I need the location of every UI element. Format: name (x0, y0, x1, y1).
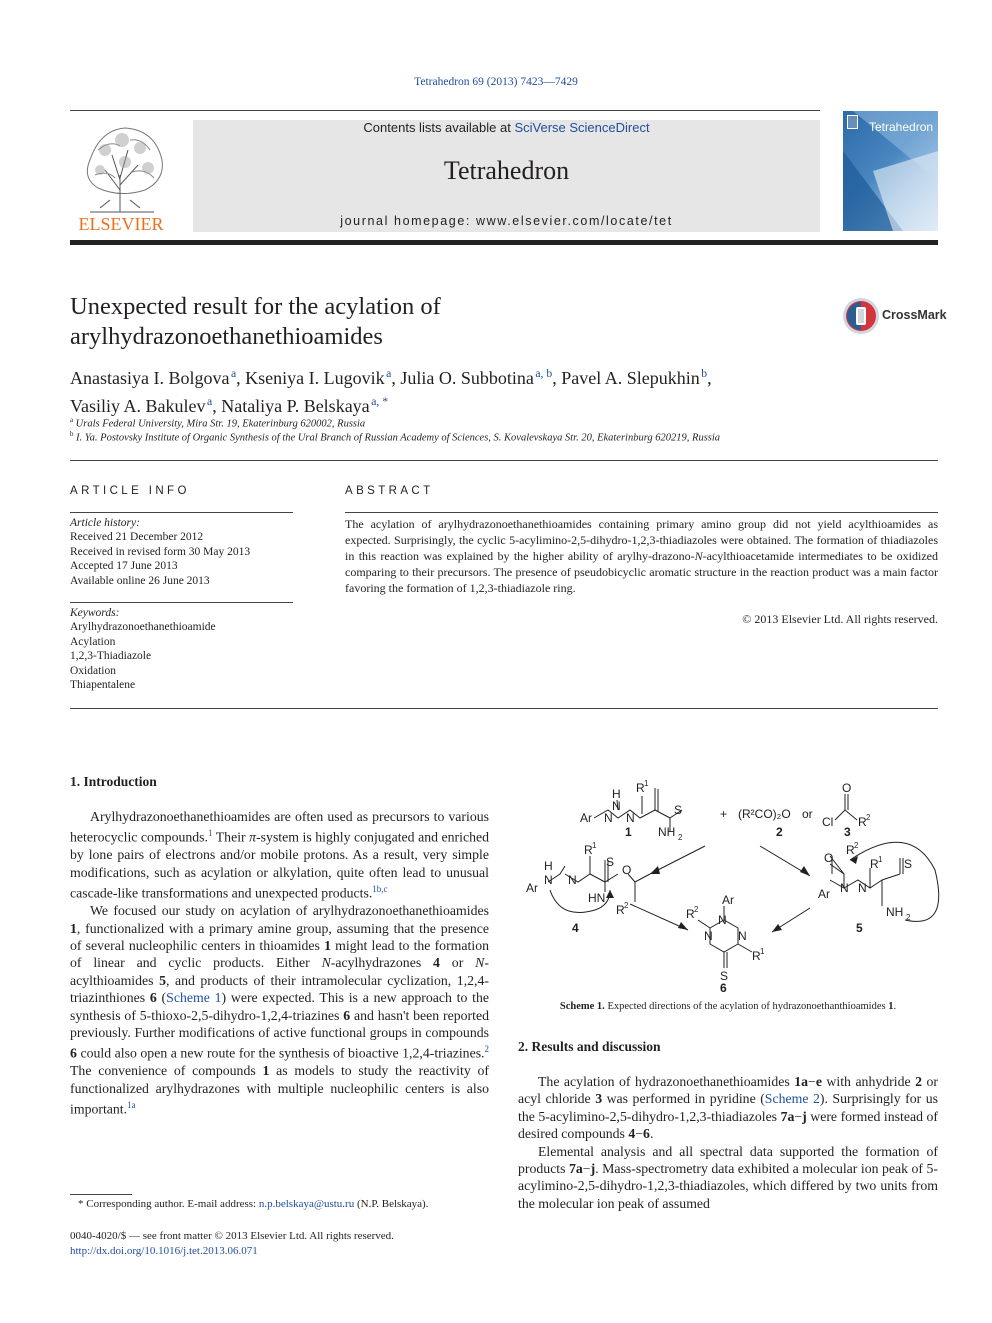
keyword[interactable]: Oxidation (70, 664, 116, 677)
text-run: -acylhydrazones (330, 955, 434, 971)
history-item: Available online 26 June 2013 (70, 574, 210, 587)
abstract-copyright: © 2013 Elsevier Ltd. All rights reserved. (742, 612, 938, 626)
text-run: ) were expected. This is a new approach to the synthesis of 5-thioxo-2,5-dihydro-1,2,4-triazines (70, 990, 490, 1023)
text-run: Arylhydrazonoethanethioamides are often used as precursors to various heterocyclic compounds. (70, 809, 489, 845)
scheme-ar: Ar (526, 881, 538, 895)
citation-ref[interactable]: 1b,c (372, 884, 388, 895)
front-matter (70, 1229, 394, 1258)
sciencedirect-link[interactable]: SciVerse ScienceDirect (514, 120, 650, 135)
author-affiliation-mark[interactable]: a (207, 395, 213, 408)
journal-banner (193, 120, 820, 232)
keyword[interactable]: Acylation (70, 635, 116, 648)
author-affiliation-mark[interactable]: a (386, 367, 392, 380)
scheme-n: N (612, 799, 621, 813)
elsevier-tree-icon (70, 120, 172, 232)
results-heading: 2. Results and discussion (518, 1039, 661, 1054)
footnote-mark: * (78, 1198, 84, 1210)
footnote-text: Corresponding author. E-mail address: (83, 1198, 259, 1210)
text-run: Their (212, 830, 250, 845)
author-name[interactable]: Kseniya I. Lugovik (245, 368, 385, 388)
compound-number: 7a (569, 1161, 583, 1177)
journal-title[interactable]: Tetrahedron (443, 156, 570, 185)
scheme-1-figure[interactable] (510, 770, 950, 992)
scheme-plus: + (720, 807, 728, 821)
compound-label-2: 2 (776, 825, 783, 839)
intro-paragraph-2 (70, 902, 489, 1118)
scheme-caption: Scheme 1. Expected directions of the acylation of hydrazonoethanthioamides 1. (559, 1001, 897, 1012)
scheme-n: N (704, 929, 713, 943)
text-run: . Mass-spectrometry data exhibited a molecular ion peak of 5-acylimino-2,5-dihydro-1,2,3-thiadiazoles, which differed by two units from the molecular ion peak of assumed (518, 1161, 938, 1211)
keywords-label: Keywords: (70, 607, 120, 619)
scheme-link[interactable]: Scheme 1 (166, 990, 222, 1006)
scheme-s: S (904, 857, 913, 871)
history-label: Article history: (70, 517, 140, 529)
author-name[interactable]: Julia O. Subbotina (400, 368, 534, 388)
title-line-2: arylhydrazonoethanethioamides (70, 323, 383, 350)
scheme-n: N (840, 881, 849, 895)
text-run: The convenience of compounds (70, 1063, 263, 1079)
intro-paragraph-1 (70, 808, 489, 902)
keywords-rule (70, 602, 293, 603)
text-run: or (439, 955, 476, 971)
abstract-text (345, 516, 938, 596)
scheme-sup: 1 (760, 947, 765, 956)
journal-cover[interactable] (843, 111, 938, 231)
pi-symbol: π (249, 830, 257, 845)
scheme-n: N (604, 811, 613, 825)
scheme-o: O (622, 863, 632, 877)
text-run: , and products of their intramolecular cyclization, 1,2,4-triazinthiones (70, 972, 489, 1006)
front-matter-line: 0040-4020/$ — see front matter © 2013 Elsevier Ltd. All rights reserved. (70, 1230, 394, 1242)
scheme-cl: Cl (822, 815, 834, 829)
scheme-n: N (626, 811, 635, 825)
italic-n: N (321, 955, 331, 971)
author-list: Anastasiya I. Bolgova $^a$, Kseniya I. Lugovik $^a$, Julia O. Subbotina $^{a, b}$, Pavel A. Slepukhin $^b$, Vasiliy A. Bakulev $^a$, Nataliya P. Belskaya $^{a, *}$ (70, 367, 712, 416)
text-run: -acylthioamides (70, 955, 489, 988)
elsevier-wordmark: ELSEVIER (78, 214, 164, 232)
text-run: or acyl chloride (518, 1074, 938, 1107)
footnote-rule (70, 1194, 132, 1195)
compound-number: 4 (628, 1126, 636, 1142)
text-run: could also open a new route for the synthesis of bioactive 1,2,4-triazines. (76, 1046, 485, 1062)
scheme-sup: 2 (854, 841, 859, 850)
journal-homepage[interactable]: journal homepage: www.elsevier.com/locate/tet (340, 214, 673, 228)
text-run: with anhydride (821, 1074, 916, 1089)
scheme-r: R (858, 815, 867, 829)
compound-number: 1a (794, 1074, 809, 1089)
text-run: − (808, 1074, 816, 1089)
crossmark-badge[interactable] (842, 297, 947, 335)
author-affiliation-mark[interactable]: a, * (371, 395, 389, 408)
compound-number: 6 (343, 1007, 351, 1023)
compound-label-4: 4 (572, 921, 579, 935)
affiliation-text: I. Ya. Postovsky Institute of Organic Synthesis of the Ural Branch of Russian Academy of Sciences, S. Kovalevskaya Str. 20, Ekaterinburg 620219, Russia (76, 432, 721, 444)
text-run: might lead to the formation of linear and cyclic products. Either (70, 938, 489, 971)
cover-title: Tetrahedron (869, 120, 934, 134)
scheme-n: N (738, 929, 747, 943)
abstract-part: The acylation of arylhydrazonoethanethioamides containing primary amino group did not yield acylthioamides as expected. Surprisingly, the cyclic 5-acylimino-2,5-dihydro-1,2,3-thiadiazoles were obtained. The formation of thiadiazoles in this reaction was explained by the higher ability of arylhy-drazono- (345, 517, 938, 564)
journal-citation[interactable]: Tetrahedron 69 (2013) 7423—7429 (414, 76, 578, 88)
text-run: The acylation of hydrazonoethanethioamides (538, 1074, 795, 1089)
text-run: -system is highly conjugated and enriched by lone pairs of electrons and/or mobile protons. As a result, very simple modifications, such as acylation or alkylation, quite often lead to unusual cascade-like transformations and unexpected products. (70, 830, 490, 901)
results-paragraph-2 (518, 1143, 938, 1213)
text-run: − (635, 1126, 644, 1142)
caption-label: Scheme 1. (559, 1001, 605, 1012)
scheme-sup: 2 (694, 905, 699, 914)
compound-number: 6 (70, 1046, 77, 1062)
author-affiliation-mark[interactable]: a (230, 367, 237, 380)
compound-number: j (802, 1108, 807, 1124)
scheme-s: S (606, 855, 615, 869)
scheme-sub: 2 (678, 833, 683, 842)
scheme-r: R (636, 781, 645, 795)
scheme-o: O (842, 781, 852, 795)
scheme-sup: 1 (644, 779, 649, 788)
title-line-1: Unexpected result for the acylation of (70, 293, 441, 320)
author-name[interactable]: Nataliya P. Belskaya (221, 396, 370, 416)
citation-ref[interactable]: 1 (208, 828, 213, 839)
scheme-sup: 1 (878, 855, 883, 864)
abstract-heading: ABSTRACT (345, 485, 434, 497)
compound-number: 1 (324, 938, 331, 954)
compound-label-3: 3 (844, 825, 851, 839)
compound-number: 6 (643, 1126, 650, 1142)
author-affiliation-mark[interactable]: a, b (535, 367, 553, 380)
text-run: , functionalized with a primary amine group, assuming that the presence of several nucleophilic centers in thioamides (70, 920, 489, 954)
scheme-h: H (544, 859, 553, 873)
abstract-italic: N (694, 549, 703, 564)
keyword[interactable]: Thiapentalene (70, 679, 136, 692)
scheme-n: N (858, 881, 867, 895)
citation-ref[interactable]: 2 (484, 1044, 489, 1055)
results-text (518, 1073, 938, 1212)
article-history (70, 516, 293, 588)
compound-number: 6 (149, 990, 157, 1006)
scheme-r: R (584, 843, 593, 857)
header-thick-rule (70, 240, 938, 245)
results-paragraph-1 (518, 1073, 938, 1143)
compound-label-6: 6 (720, 981, 727, 992)
citation-ref[interactable]: 1a (127, 1100, 136, 1111)
compound-number: 3 (595, 1091, 603, 1107)
affiliation-mark: a (70, 417, 74, 424)
affiliation-text: Urals Federal University, Mira Str. 19, Ekaterinburg 620002, Russia (75, 418, 366, 430)
scheme-link[interactable]: Scheme 2 (764, 1091, 820, 1107)
scheme-nh2: NH (658, 825, 676, 839)
affiliation-b (70, 431, 720, 444)
footnote-text: (N.P. Belskaya). (354, 1198, 429, 1210)
author-name[interactable]: Pavel A. Slepukhin (561, 368, 700, 388)
keyword[interactable]: Arylhydrazonoethanethioamide (70, 621, 216, 634)
author-email-link[interactable]: n.p.belskaya@ustu.ru (258, 1198, 355, 1210)
scheme-hn: HN (588, 891, 606, 905)
compound-number: 4 (433, 955, 440, 971)
scheme-r: R (616, 903, 625, 917)
scheme-r: R (846, 843, 855, 857)
scheme-or: or (802, 807, 813, 821)
scheme-n: N (718, 913, 727, 927)
compound-number: e (815, 1074, 822, 1089)
author-name[interactable]: Vasiliy A. Bakulev (70, 396, 206, 416)
contents-prefix: Contents lists available at (363, 120, 511, 135)
caption-compound: 1 (888, 1001, 894, 1012)
text-run: and hasn't been reported previously. Further modifications of active functional groups in compounds (70, 1007, 489, 1041)
compound-label-1: 1 (625, 825, 632, 839)
intro-text (70, 808, 489, 1118)
contents-line (193, 120, 820, 135)
compound-number: 7a (780, 1108, 795, 1124)
scheme-h: H (612, 787, 621, 801)
scheme-ar: Ar (818, 887, 830, 901)
scheme-n: N (568, 873, 577, 887)
corresponding-author-footnote (78, 1198, 428, 1210)
article-title (70, 292, 630, 352)
history-item: Accepted 17 June 2013 (70, 560, 178, 573)
compound-number: 2 (915, 1074, 922, 1089)
text-run: was performed in pyridine ( (602, 1091, 765, 1107)
text-run: as models to study the reactivity of functionalized arylhydrazones with multiple nucleophilic centers is also important. (70, 1063, 489, 1117)
history-item: Received 21 December 2012 (70, 531, 204, 544)
affiliation-a (70, 417, 365, 430)
doi-link[interactable]: http://dx.doi.org/10.1016/j.tet.2013.06.071 (70, 1244, 258, 1257)
header-rule (70, 110, 820, 111)
scheme-r: R (752, 949, 761, 963)
elsevier-logo[interactable] (70, 120, 172, 232)
text-run: ). Surprisingly for us the 5-acylimino-2,5-dihydro-1,2,3-thiadiazoles (518, 1091, 938, 1124)
affiliation-mark: b (70, 431, 74, 438)
text-run: − (794, 1108, 803, 1124)
affiliation-rule (70, 460, 938, 461)
compound-number: 1 (70, 920, 77, 936)
scheme-anhydride: (R²CO)₂O (738, 807, 791, 821)
scheme-o: O (824, 851, 834, 865)
scheme-nh2: NH (886, 905, 904, 919)
scheme-ar: Ar (580, 811, 592, 825)
compound-number: 5 (159, 972, 166, 988)
abstract-part: -acylthioacetamide intermediates to be oxidized comparing to their precursors. The presence of pseudobicyclic aromatic structure in the reaction product was a main factor favoring the formation of 1,2,3-thiadiazole ring. (345, 549, 938, 596)
text-run: − (582, 1161, 591, 1177)
intro-heading: 1. Introduction (70, 774, 157, 789)
italic-n: N (475, 955, 485, 971)
compound-number: j (590, 1161, 596, 1177)
info-bottom-rule (70, 708, 938, 709)
text-run: ( (156, 990, 167, 1006)
crossmark-icon (842, 297, 880, 335)
abstract-rule (345, 512, 938, 513)
compound-label-5: 5 (856, 921, 863, 935)
scheme-sub: 2 (906, 913, 911, 922)
scheme-sup: 2 (866, 813, 871, 822)
scheme-r: R (686, 907, 695, 921)
text-run: . (649, 1126, 654, 1142)
author-name[interactable]: Anastasiya I. Bolgova (70, 368, 230, 388)
crossmark-label: CrossMark (882, 308, 947, 322)
author-affiliation-mark[interactable]: b (701, 367, 708, 380)
scheme-sup: 2 (624, 901, 629, 910)
scheme-n: N (544, 873, 553, 887)
compound-number: 1 (262, 1063, 270, 1079)
scheme-r: R (870, 857, 879, 871)
article-info-rule (70, 512, 293, 513)
scheme-s: S (720, 969, 729, 983)
caption-text: Expected directions of the acylation of hydrazonoethanthioamides (604, 1001, 889, 1012)
history-item: Received in revised form 30 May 2013 (70, 545, 251, 558)
keywords (70, 606, 293, 692)
text-run: We focused our study on acylation of arylhydrazonoethanethioamides (90, 903, 489, 919)
article-info-heading: ARTICLE INFO (70, 485, 190, 497)
keyword[interactable]: 1,2,3-Thiadiazole (70, 650, 152, 663)
scheme-ar: Ar (722, 893, 734, 907)
text-run: were formed instead of desired compounds (518, 1108, 938, 1142)
text-run: Elemental analysis and all spectral data supported the formation of products (518, 1143, 938, 1177)
scheme-sup: 1 (592, 841, 597, 850)
scheme-s: S (674, 803, 683, 817)
